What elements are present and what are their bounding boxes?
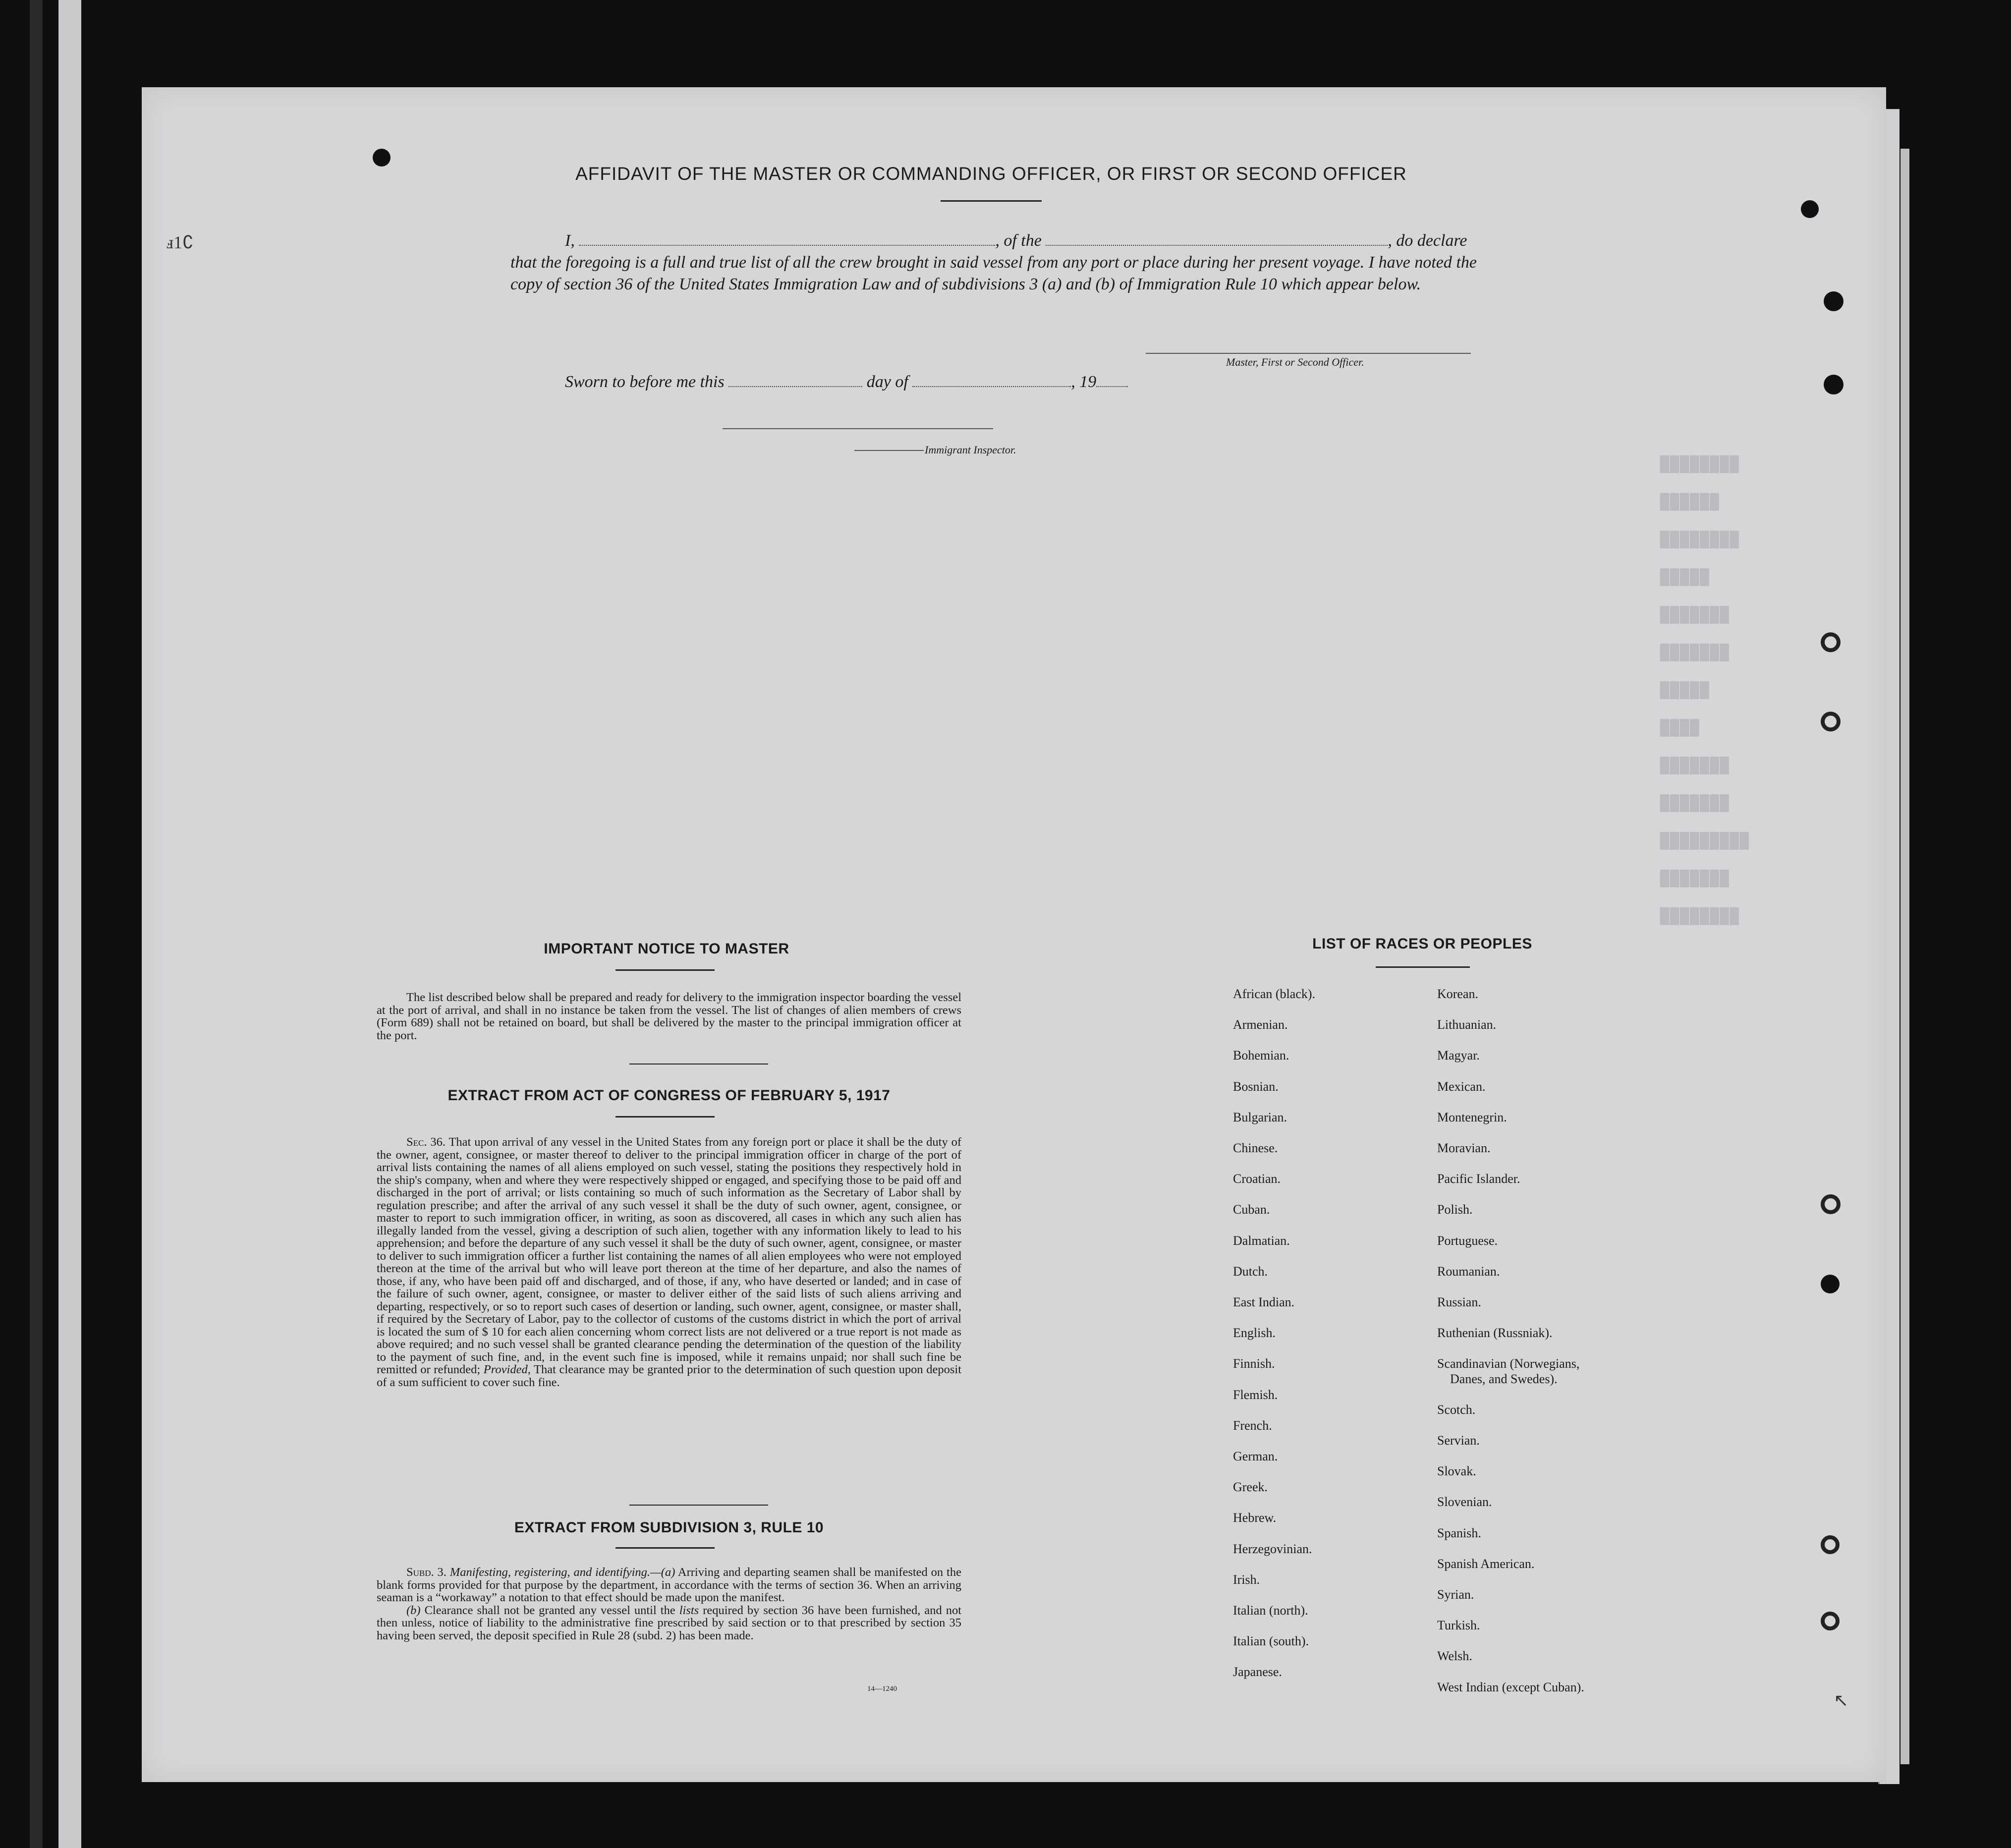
race-item: Magyar. bbox=[1437, 1048, 1480, 1063]
divider bbox=[615, 1547, 715, 1549]
races-title: LIST OF RACES OR PEOPLES bbox=[1312, 936, 1532, 952]
act-extract-title: EXTRACT FROM ACT OF CONGRESS OF FEBRUARY 5, 1917 bbox=[447, 1087, 891, 1104]
races-left-column bbox=[1233, 979, 1315, 1688]
race-item: Korean. bbox=[1437, 987, 1479, 1001]
race-item: Pacific Islander. bbox=[1437, 1172, 1520, 1186]
affidavit-text: that the foregoing is a full and true list of all the crew brought in said vessel from any port or place during her present voyage. I have noted the copy of section 36 of the United States Immigration Law and of subdivisions 3 (a) and (b) of Immigration Rule 10 which appear below. bbox=[510, 253, 1477, 293]
race-item: Russian. bbox=[1437, 1295, 1481, 1310]
race-item: Irish. bbox=[1233, 1572, 1260, 1587]
subdivision-label: Subd. 3. bbox=[406, 1566, 447, 1579]
race-item: Bulgarian. bbox=[1233, 1110, 1287, 1124]
section-36-proviso: That clearance may be granted prior to the determination of such question upon deposit of a sum sufficient to cover such fine. bbox=[377, 1363, 962, 1389]
punch-hole bbox=[1824, 291, 1843, 311]
race-item: Roumanian. bbox=[1437, 1264, 1500, 1279]
punch-hole bbox=[373, 149, 391, 167]
divider bbox=[629, 1505, 768, 1506]
notice-title: IMPORTANT NOTICE TO MASTER bbox=[544, 941, 789, 957]
race-item: Dalmatian. bbox=[1233, 1233, 1290, 1248]
punch-hole bbox=[1821, 632, 1841, 652]
race-item: Japanese. bbox=[1233, 1665, 1282, 1680]
punch-hole bbox=[1821, 1535, 1840, 1554]
day-field[interactable] bbox=[728, 386, 862, 387]
punch-hole bbox=[1821, 712, 1841, 731]
race-item: Danes, and Swedes). bbox=[1450, 1371, 1558, 1386]
race-item: Servian. bbox=[1437, 1433, 1480, 1448]
divider bbox=[615, 969, 715, 971]
race-item: Ruthenian (Russniak). bbox=[1437, 1326, 1553, 1341]
inspector-signature-line bbox=[723, 428, 993, 429]
punch-hole bbox=[1821, 1612, 1840, 1630]
do-declare-label: , do declare bbox=[1388, 231, 1467, 250]
race-item: Slovak. bbox=[1437, 1464, 1476, 1479]
race-item: West Indian (except Cuban). bbox=[1437, 1680, 1584, 1694]
rule-extract-text bbox=[377, 1566, 961, 1642]
race-item: Finnish. bbox=[1233, 1356, 1275, 1371]
sworn-line bbox=[565, 373, 1128, 392]
affidavit-declaration bbox=[510, 230, 1477, 295]
race-item: Spanish American. bbox=[1437, 1556, 1535, 1571]
race-item: Welsh. bbox=[1437, 1649, 1472, 1664]
race-item: Polish. bbox=[1437, 1202, 1473, 1217]
race-item: Syrian. bbox=[1437, 1587, 1474, 1602]
punch-hole bbox=[1821, 1275, 1840, 1293]
affidavit-i-label: I, bbox=[565, 231, 575, 250]
race-item: German. bbox=[1233, 1449, 1278, 1464]
race-item: East Indian. bbox=[1233, 1295, 1295, 1310]
signature-caption: Master, First or Second Officer. bbox=[1226, 356, 1364, 368]
race-item: Slovenian. bbox=[1437, 1495, 1492, 1510]
month-field[interactable] bbox=[912, 386, 1071, 387]
subdivision-b-label: (b) bbox=[406, 1603, 421, 1617]
page-edge-back bbox=[1900, 149, 1909, 1764]
race-item: Portuguese. bbox=[1437, 1233, 1498, 1248]
punch-hole bbox=[1824, 375, 1843, 394]
section-36-text: That upon arrival of any vessel in the United States from any foreign port or place it shall be the duty of the owner, agent, consignee, or master thereof to deliver to the principal immigration officer in charge of the port of arrival lists containing the names of all aliens employed on such vessel, stating the positions they respectively hold in the ship's company, when and where they were respectively shipped or engaged, and specifying those to be paid off and discharged in the port of arrival; or lists containing so much of such information as the Secretary of Labor shall by regulation prescribe; and after the arrival of any such vessel it shall be the duty of such owner, agent, consignee, or master to report to such immigration officer, in writing, as soon as discovered, all cases in which any such alien has illegally landed from the vessel, giving a description of such alien, together with any information likely to lead to his apprehension; and before the departure of any such vessel it shall be the duty of such owner, agent, consignee, or master to deliver to such immigration officer a further list containing the names of all alien employees who were not employed thereon at the time of the arrival but who will leave port thereon at the time of her departure, and also the names of those, if any, who have been paid off and discharged, and of those, if any, who have deserted or landed; and in case of the failure of such owner, agent, consignee, or master to deliver either of the said lists of such aliens arriving and departing, respectively, or so to report such cases of desertion or landing, such owner, agent, consignee, or master shall, if required by the Secretary of Labor, pay to the collector of customs of the customs district in which the port of arrival is located the sum of $ 10 for each alien concerning whom correct lists are not delivered or a true report is not made as above required; and no such vessel shall be granted clearance pending the determination of the question of the liability to the payment of such fine, and, in the event such fine is imposed, while it remains unpaid; nor shall such fine be remitted or refunded; bbox=[377, 1135, 961, 1376]
microfilm-edge-strip bbox=[58, 0, 81, 1848]
subdivision-b-text-2: required by section 36 have been furnished, and not then unless, notice of liability to the administrative fine prescribed by said section or to that prescribed by section 35 having been served, the deposit specified in Rule 28 (subd. 2) has been made. bbox=[377, 1603, 962, 1642]
race-item: Bosnian. bbox=[1233, 1079, 1279, 1094]
races-right-column bbox=[1437, 979, 1584, 1703]
year-label: , 19 bbox=[1071, 373, 1097, 391]
punch-hole bbox=[1821, 1194, 1841, 1214]
provided-label: Provided, bbox=[483, 1363, 531, 1376]
race-item: Greek. bbox=[1233, 1480, 1268, 1495]
of-the-label: , of the bbox=[995, 231, 1042, 250]
divider bbox=[615, 1116, 715, 1118]
race-item: French. bbox=[1233, 1418, 1272, 1433]
punch-hole bbox=[1801, 200, 1819, 218]
section-label: Sec. 36. bbox=[406, 1135, 446, 1149]
race-item: Croatian. bbox=[1233, 1172, 1281, 1186]
day-of-label: day of bbox=[866, 373, 908, 391]
divider bbox=[1376, 966, 1470, 968]
handwritten-mark: ↖ bbox=[1834, 1690, 1849, 1710]
race-item: Flemish. bbox=[1233, 1387, 1278, 1402]
name-field[interactable] bbox=[579, 245, 995, 246]
year-field[interactable] bbox=[1096, 386, 1128, 387]
race-item: Herzegovinian. bbox=[1233, 1541, 1312, 1556]
race-item: Turkish. bbox=[1437, 1618, 1480, 1633]
act-extract-text bbox=[377, 1136, 961, 1389]
subdivision-heading: Manifesting, registering, and identifying.—(a) bbox=[449, 1566, 675, 1579]
inspector-caption: Immigrant Inspector. bbox=[925, 444, 1016, 456]
lists-word: lists bbox=[679, 1603, 699, 1617]
subdivision-b-text-1: Clearance shall not be granted any vessel until the bbox=[424, 1603, 675, 1617]
form-number: 14—1240 bbox=[867, 1685, 897, 1693]
race-item: Montenegrin. bbox=[1437, 1110, 1507, 1124]
divider bbox=[941, 200, 1042, 202]
race-item: Chinese. bbox=[1233, 1141, 1278, 1156]
affidavit-title: AFFIDAVIT OF THE MASTER OR COMMANDING OFFICER, OR FIRST OR SECOND OFFICER bbox=[575, 164, 1407, 184]
race-item: Bohemian. bbox=[1233, 1048, 1289, 1063]
race-item: Armenian. bbox=[1233, 1017, 1288, 1032]
bleed-through-text: ████████ ██████ ████████ █████ ███████ ███████ █████ ████ ███████ ███████ █████████ ███████ ████████ bbox=[1660, 456, 1750, 925]
signature-line bbox=[1146, 353, 1471, 354]
race-item: Hebrew. bbox=[1233, 1511, 1277, 1525]
race-item: African (black). bbox=[1233, 987, 1316, 1001]
vessel-field[interactable] bbox=[1046, 245, 1388, 246]
race-item: Mexican. bbox=[1437, 1079, 1486, 1094]
sworn-label: Sworn to before me this bbox=[565, 373, 725, 391]
microfilm-edge bbox=[30, 0, 43, 1848]
race-item: Moravian. bbox=[1437, 1141, 1491, 1156]
race-item: Italian (north). bbox=[1233, 1603, 1308, 1618]
notice-text bbox=[377, 991, 961, 1042]
race-item: Scandinavian (Norwegians, bbox=[1437, 1356, 1580, 1371]
race-item: Scotch. bbox=[1437, 1402, 1476, 1417]
handwritten-mark: ⅎ1∁ bbox=[166, 232, 194, 252]
race-item: English. bbox=[1233, 1326, 1276, 1341]
race-item: Spanish. bbox=[1437, 1525, 1481, 1540]
notice-paragraph: The list described below shall be prepared and ready for delivery to the immigration inspector boarding the vessel at the port of arrival, and shall in no instance be taken from the vessel. The list of changes of alien members of crews (Form 689) shall not be retained on board, but shall be delivered by the master to the principal immigration officer at the port. bbox=[377, 991, 961, 1042]
inspector-signature-line-2 bbox=[854, 450, 924, 451]
race-item: Dutch. bbox=[1233, 1264, 1268, 1279]
subdivision-a-text: Arriving and departing seamen shall be manifested on the blank forms provided for that purpose by the department, in accordance with the terms of section 36. When an arriving seaman is a “workaway” a notation to that effect should be made upon the manifest. bbox=[377, 1566, 961, 1604]
race-item: Cuban. bbox=[1233, 1202, 1270, 1217]
rule-extract-title: EXTRACT FROM SUBDIVISION 3, RULE 10 bbox=[514, 1519, 824, 1536]
race-item: Italian (south). bbox=[1233, 1634, 1309, 1649]
race-item: Lithuanian. bbox=[1437, 1017, 1497, 1032]
